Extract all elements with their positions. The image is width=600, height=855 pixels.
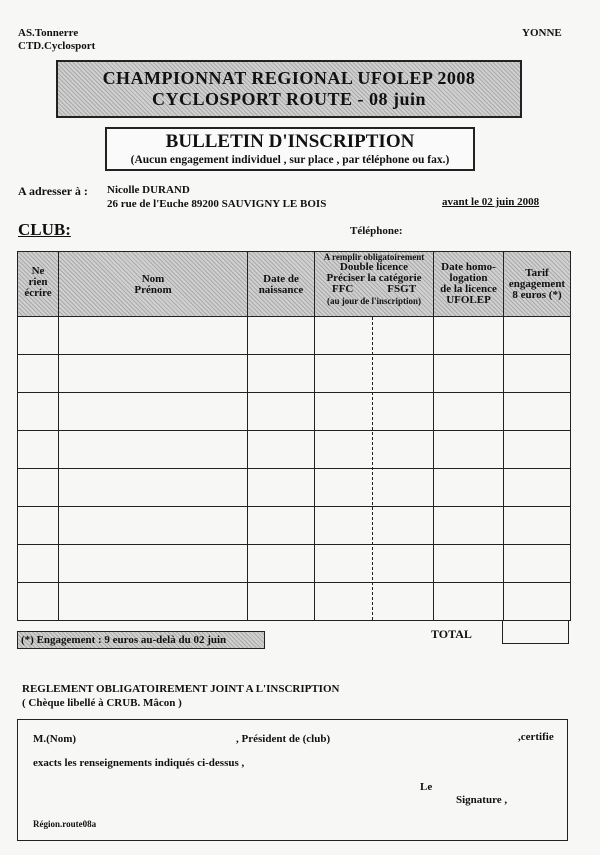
exact-label: exacts les renseignements indiqués ci-dessus , <box>33 757 245 769</box>
table-cell[interactable] <box>504 355 571 393</box>
col6-line3: 8 euros (*) <box>512 289 562 301</box>
table-cell[interactable] <box>59 507 248 545</box>
col6-line1: Tarif <box>525 267 549 279</box>
col3-line1: Date de <box>263 273 299 285</box>
table-cell[interactable] <box>18 355 59 393</box>
table-row <box>18 583 571 621</box>
championship-title: CHAMPIONNAT REGIONAL UFOLEP 2008 <box>102 68 476 88</box>
table-cell[interactable] <box>18 545 59 583</box>
col2-line1: Nom <box>141 273 165 285</box>
table-row <box>18 507 571 545</box>
table-cell[interactable] <box>315 545 434 583</box>
col5-line1: Date homo- <box>441 261 496 273</box>
table-cell[interactable] <box>434 393 504 431</box>
table-cell[interactable] <box>59 355 248 393</box>
table-cell[interactable] <box>504 393 571 431</box>
table-cell[interactable] <box>434 469 504 507</box>
table-cell[interactable] <box>248 507 315 545</box>
table-cell[interactable] <box>315 469 434 507</box>
col4-foot: (au jour de l'inscription) <box>326 296 422 306</box>
table-cell[interactable] <box>248 469 315 507</box>
table-cell[interactable] <box>434 317 504 355</box>
col5-line4: UFOLEP <box>446 294 491 306</box>
date-label: Le <box>420 781 433 793</box>
president-label: , Président de (club) <box>236 733 331 745</box>
address-street: 26 rue de l'Euche 89200 SAUVIGNY LE BOIS <box>107 198 327 210</box>
table-cell[interactable] <box>434 583 504 621</box>
table-row <box>18 545 571 583</box>
table-cell[interactable] <box>504 317 571 355</box>
club-label: CLUB: <box>18 220 71 239</box>
table-cell[interactable] <box>315 317 434 355</box>
col4-fsgt: FSGT <box>387 283 417 295</box>
table-cell[interactable] <box>248 355 315 393</box>
table-cell[interactable] <box>315 355 434 393</box>
table-cell[interactable] <box>18 583 59 621</box>
col-header-nom-prenom <box>59 252 248 317</box>
department: YONNE <box>522 27 562 39</box>
table-cell[interactable] <box>315 583 434 621</box>
col-header-tarif <box>504 252 571 317</box>
table-cell[interactable] <box>315 431 434 469</box>
table-cell[interactable] <box>504 469 571 507</box>
reglement-line2: ( Chèque libellé à CRUB. Mâcon ) <box>22 697 182 709</box>
ffc-fsgt-divider <box>372 317 373 620</box>
table-row <box>18 469 571 507</box>
table-cell[interactable] <box>59 583 248 621</box>
col1-line2: rien <box>28 276 48 288</box>
reglement-line1: REGLEMENT OBLIGATOIREMENT JOINT A L'INSCRIPTION <box>22 683 340 695</box>
col2-line2: Prénom <box>134 284 172 296</box>
table-cell[interactable] <box>18 393 59 431</box>
col3-line2: naissance <box>258 284 304 296</box>
table-cell[interactable] <box>248 583 315 621</box>
table-cell[interactable] <box>504 431 571 469</box>
table-cell[interactable] <box>18 317 59 355</box>
total-input[interactable] <box>502 620 569 644</box>
table-cell[interactable] <box>434 431 504 469</box>
col4-line2: Préciser la catégorie <box>326 272 422 284</box>
signature-label: Signature , <box>456 794 508 806</box>
address-label: A adresser à : <box>18 184 88 198</box>
table-cell[interactable] <box>434 355 504 393</box>
col4-line1: Double licence <box>339 261 409 273</box>
championship-title-box <box>56 60 522 118</box>
bulletin-title: BULLETIN D'INSCRIPTION <box>165 131 415 152</box>
bulletin-subtitle: (Aucun engagement individuel , sur place , par téléphone ou fax.) <box>130 154 450 166</box>
col6-line2: engagement <box>508 278 566 290</box>
table-cell[interactable] <box>434 507 504 545</box>
col5-line3: de la licence <box>440 283 497 295</box>
table-row <box>18 355 571 393</box>
table-cell[interactable] <box>59 431 248 469</box>
club-field[interactable] <box>350 745 515 746</box>
col-header-date-naissance <box>248 252 315 317</box>
col1-line1: Ne <box>31 265 45 277</box>
total-label: TOTAL <box>431 627 472 641</box>
table-cell[interactable] <box>504 583 571 621</box>
club-name: AS.Tonnerre <box>18 27 79 39</box>
certifie-label: ,certifie <box>518 731 554 743</box>
table-row <box>18 393 571 431</box>
table-cell[interactable] <box>59 393 248 431</box>
table-row <box>18 317 571 355</box>
bulletin-box <box>105 127 475 171</box>
table-cell[interactable] <box>315 507 434 545</box>
table-cell[interactable] <box>18 431 59 469</box>
engagement-note: (*) Engagement : 9 euros au-delà du 02 juin <box>17 631 265 649</box>
table-cell[interactable] <box>504 507 571 545</box>
col-header-date-homologation <box>434 252 504 317</box>
col4-ffc: FFC <box>331 283 354 295</box>
registration-table <box>17 251 571 621</box>
deadline: avant le 02 juin 2008 <box>442 196 540 208</box>
table-cell[interactable] <box>248 317 315 355</box>
table-cell[interactable] <box>248 545 315 583</box>
table-cell[interactable] <box>434 545 504 583</box>
table-row <box>18 431 571 469</box>
table-cell[interactable] <box>504 545 571 583</box>
club-subname: CTD.Cyclosport <box>18 40 96 52</box>
table-cell[interactable] <box>18 469 59 507</box>
col-header-ne-rien-ecrire <box>18 252 59 317</box>
table-cell[interactable] <box>248 431 315 469</box>
col5-line2: logation <box>449 272 488 284</box>
table-cell[interactable] <box>59 545 248 583</box>
address-name: Nicolle DURAND <box>107 184 190 196</box>
table-cell[interactable] <box>315 393 434 431</box>
table-cell[interactable] <box>59 469 248 507</box>
championship-subtitle: CYCLOSPORT ROUTE - 08 juin <box>151 89 427 109</box>
table-cell[interactable] <box>59 317 248 355</box>
col-header-double-licence <box>315 252 434 317</box>
phone-label: Téléphone: <box>350 225 403 237</box>
table-cell[interactable] <box>18 507 59 545</box>
name-label: M.(Nom) <box>33 733 77 745</box>
form-reference: Région.route08a <box>33 819 97 829</box>
col1-line3: écrire <box>24 287 52 299</box>
col4-note: A remplir obligatoirement <box>323 252 425 262</box>
table-cell[interactable] <box>248 393 315 431</box>
name-field[interactable] <box>86 745 232 746</box>
